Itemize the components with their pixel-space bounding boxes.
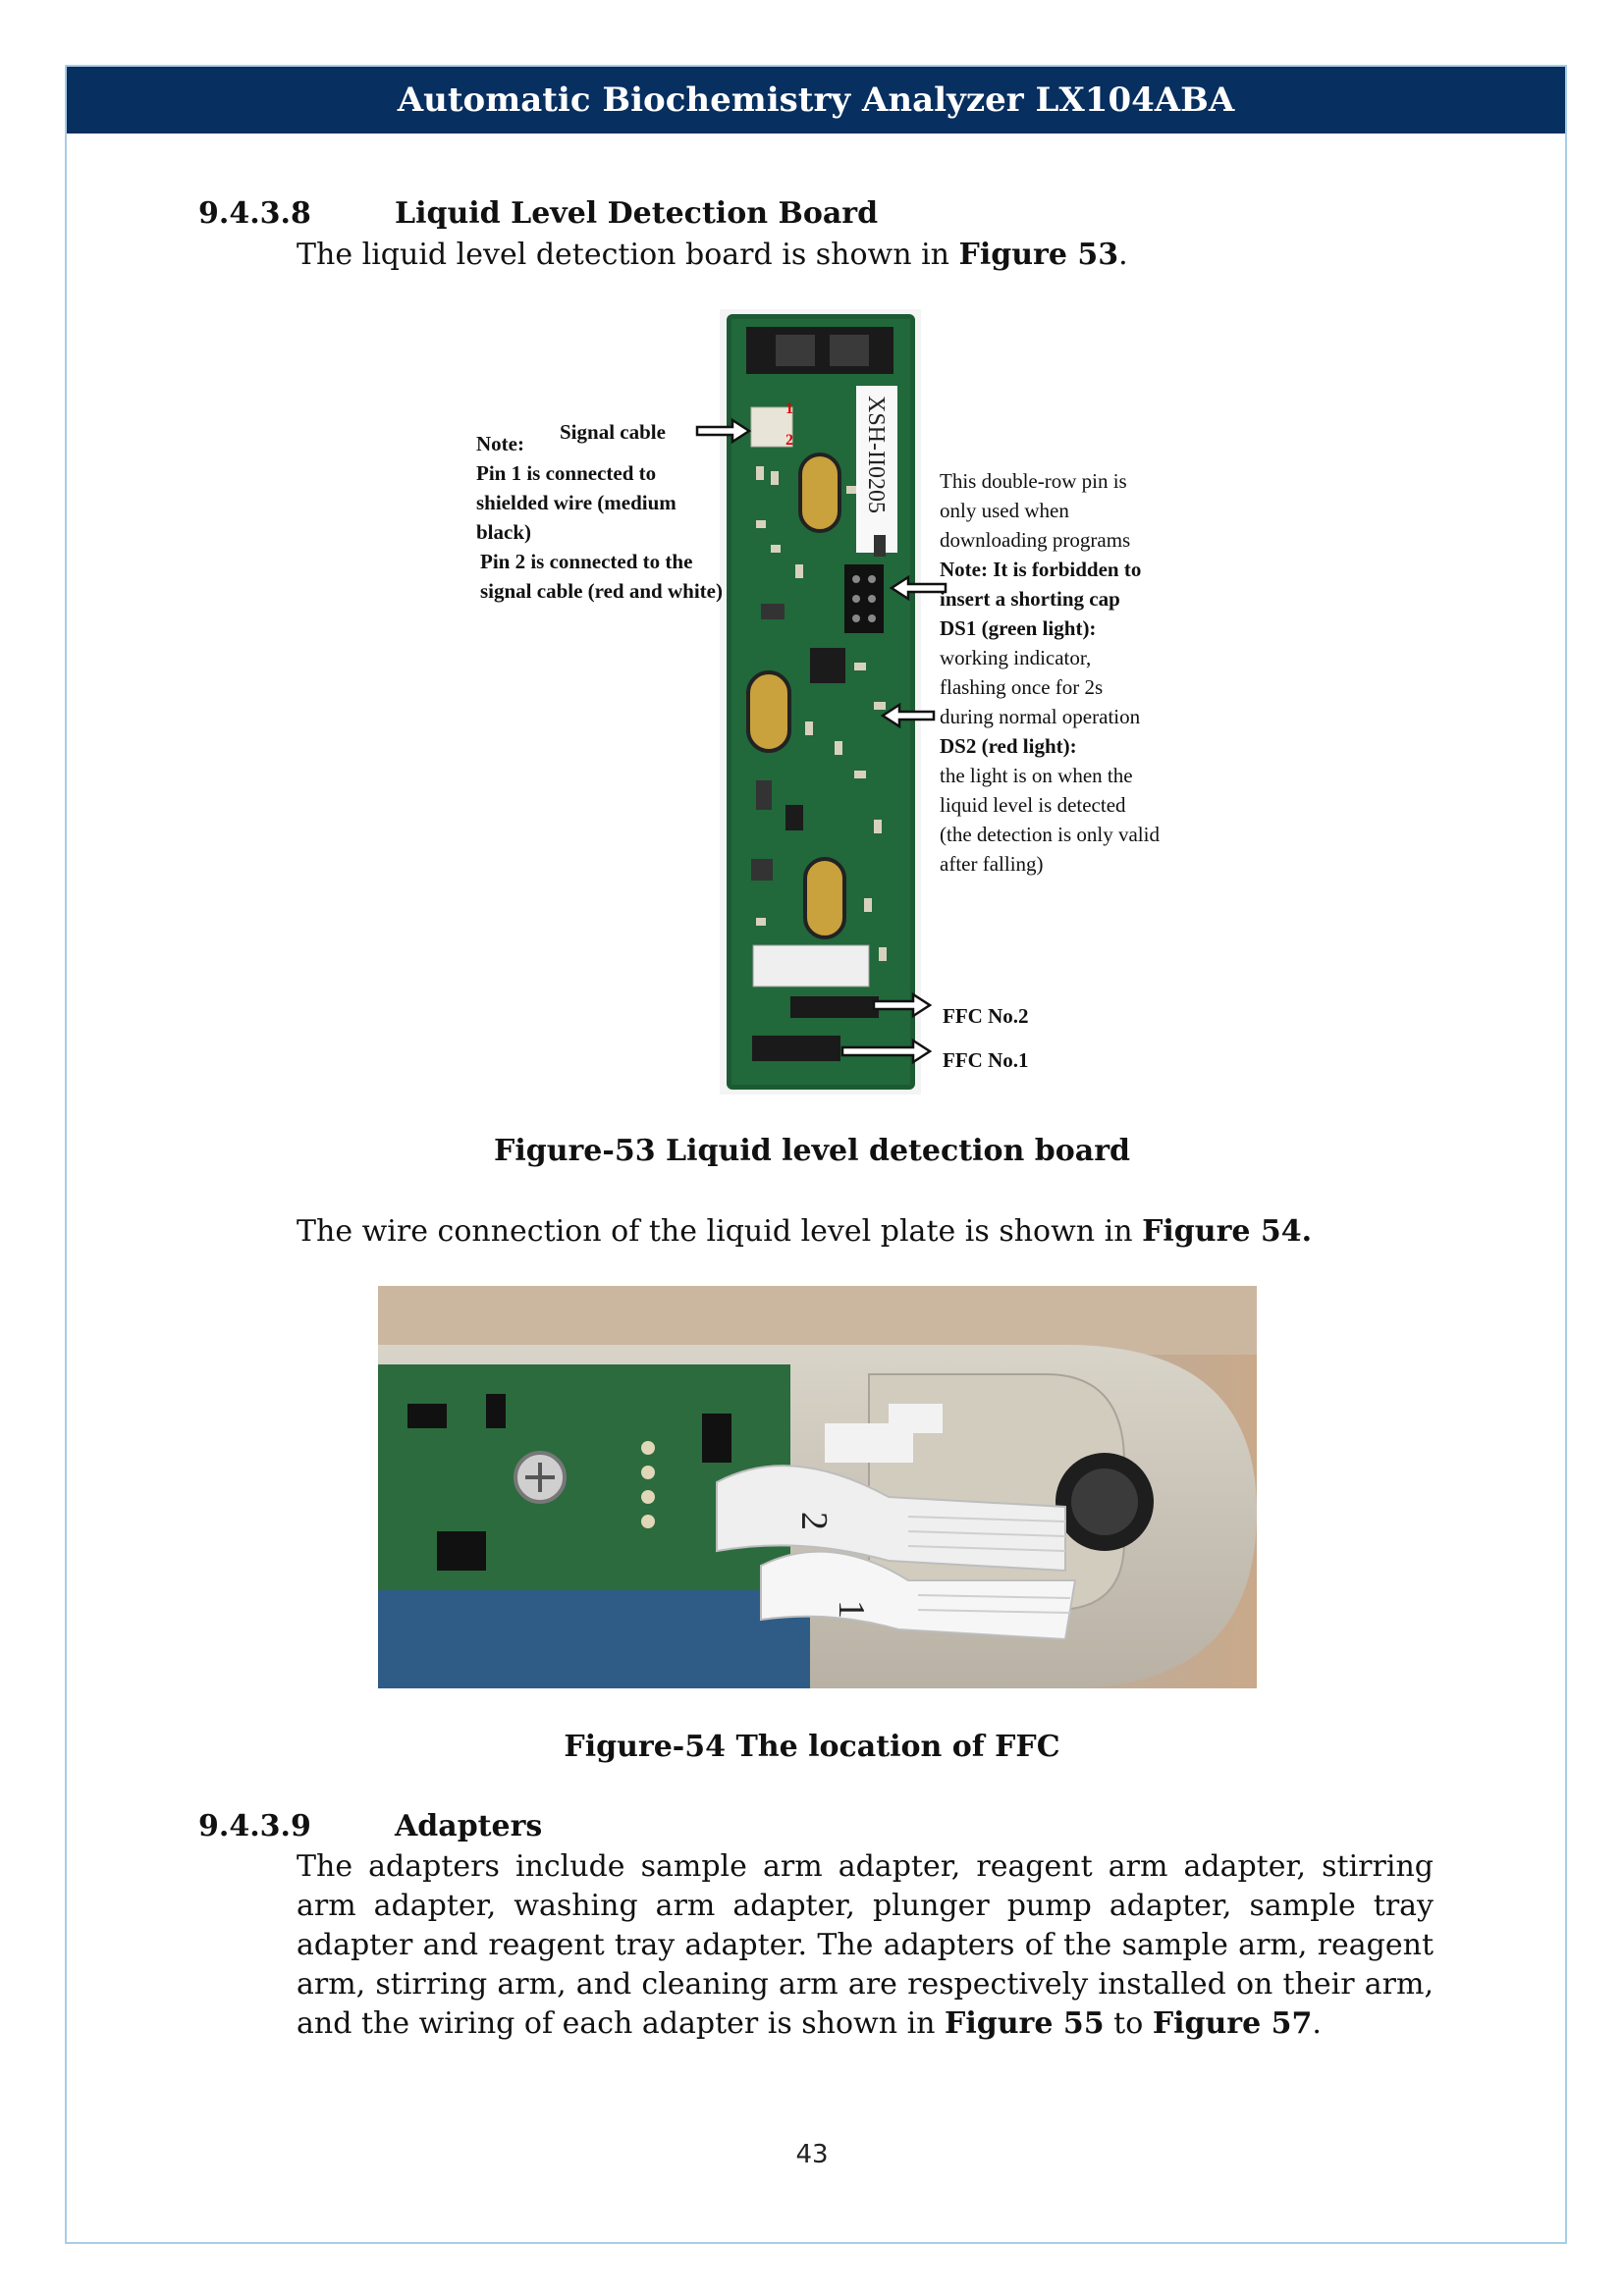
figure-53 — [461, 309, 1168, 1099]
figure-57-link[interactable]: Figure 57 — [1152, 2006, 1313, 2041]
board-label: XSH-II0205 — [863, 396, 889, 513]
ffc1-label: FFC No.1 — [943, 1048, 1029, 1072]
pin-1-mark: 1 — [785, 400, 793, 417]
figure-55-link[interactable]: Figure 55 — [945, 2006, 1105, 2041]
pin-1-note: Pin 1 is connected to shielded wire (medium black) — [476, 461, 677, 544]
adapters-text-to: to — [1104, 2006, 1153, 2041]
adapters-text-end: . — [1312, 2006, 1322, 2041]
ds1-title: DS1 (green light): — [940, 616, 1097, 640]
cable-mark-1: 1 — [831, 1600, 872, 1619]
pin-2-mark: 2 — [785, 432, 793, 449]
double-row-note: This double-row pin is only used when downloading programs — [940, 469, 1131, 552]
adapters-text: The adapters include sample arm adapter, reagent arm adapter, stirring arm adapter, washing arm adapter, plunger pump adapter, sample tray adapter and reagent tray adapter. The adapters of the sample arm, reagent arm, stirring arm, and cleaning arm are respectively installed on their arm, and the wiring of each adapter is shown in — [297, 1849, 1434, 2041]
shorting-cap-warning: Note: It is forbidden to insert a shorting cap — [940, 558, 1142, 611]
intro-text: The liquid level detection board is shown in — [297, 238, 959, 272]
adapters-paragraph — [297, 1847, 1434, 2044]
figure-53-caption: Figure-53 Liquid level detection board — [494, 1134, 1130, 1168]
ds1-text: working indicator, flashing once for 2s during normal operation — [940, 646, 1141, 728]
wire-connection-paragraph — [297, 1212, 1475, 1252]
left-note-annotation — [476, 429, 731, 606]
right-annotation — [940, 466, 1161, 879]
left-note-title: Note: — [476, 432, 524, 455]
figure-54-caption: Figure-54 The location of FFC — [564, 1730, 1060, 1764]
wire-text: The wire connection of the liquid level plate is shown in — [297, 1214, 1143, 1249]
signal-cable-text: Signal cable — [560, 420, 666, 444]
section-number: 9.4.3.9 — [198, 1809, 311, 1843]
ds2-text: the light is on when the liquid level is detected (the detection is only valid after falling) — [940, 764, 1160, 876]
pin-2-note: Pin 2 is connected to the signal cable (red and white) — [480, 550, 723, 603]
document-title: Automatic Biochemistry Analyzer LX104ABA — [397, 80, 1235, 120]
ffc-location-photo — [378, 1286, 1257, 1688]
ds2-title: DS2 (red light): — [940, 734, 1077, 758]
figure-54-link[interactable]: Figure 54. — [1142, 1214, 1313, 1249]
figure-53-link[interactable]: Figure 53 — [958, 238, 1119, 272]
ffc2-label: FFC No.2 — [943, 1004, 1029, 1028]
section-title: Adapters — [395, 1809, 543, 1843]
section-intro-paragraph — [297, 236, 1475, 275]
page-number: 43 — [795, 2140, 829, 2169]
cable-mark-2: 2 — [793, 1512, 835, 1530]
section-number: 9.4.3.8 — [198, 196, 311, 231]
section-title: Liquid Level Detection Board — [395, 196, 879, 231]
intro-end: . — [1118, 238, 1128, 272]
document-header — [67, 67, 1565, 133]
